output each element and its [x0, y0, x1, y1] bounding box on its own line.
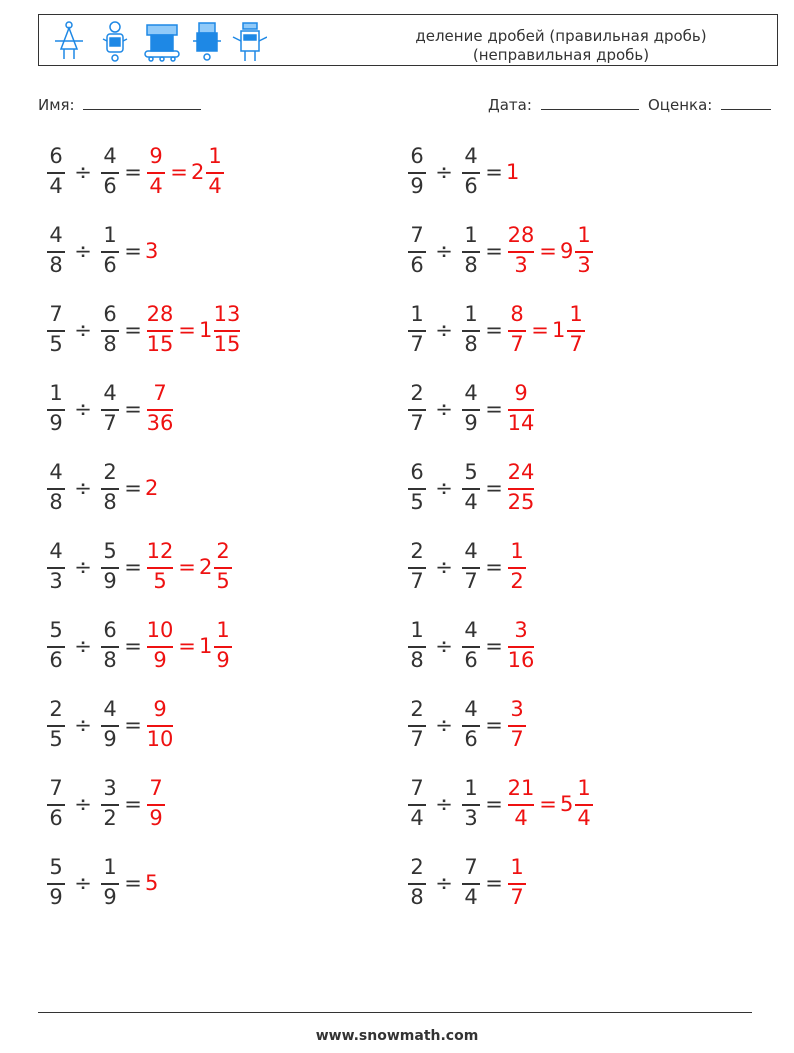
dividend-fraction — [406, 772, 428, 836]
dividend-fraction — [406, 219, 428, 283]
mixed-fraction — [204, 140, 226, 204]
divisor-fraction-denominator: 9 — [103, 727, 117, 751]
divisor-fraction-denominator: 9 — [103, 885, 117, 909]
problem — [406, 772, 746, 836]
dividend-fraction-denominator: 8 — [410, 648, 424, 672]
divide-sign: ÷ — [74, 476, 92, 500]
divisor-fraction-numerator: 3 — [103, 776, 117, 800]
grade-blank[interactable] — [721, 95, 771, 110]
divide-sign: ÷ — [74, 555, 92, 579]
divisor-fraction-denominator: 4 — [464, 885, 478, 909]
answer-fraction-numerator: 12 — [146, 539, 174, 563]
answer-equals-sign: = — [539, 239, 557, 263]
problem — [45, 851, 385, 915]
dividend-fraction-numerator: 5 — [49, 618, 63, 642]
answer-fraction-denominator: 3 — [514, 253, 528, 277]
answer-fraction-denominator: 36 — [146, 411, 174, 435]
problem — [45, 140, 385, 204]
answer-fraction-numerator: 1 — [510, 855, 524, 879]
answer-fraction — [145, 298, 175, 362]
answer-fraction-numerator: 1 — [510, 539, 524, 563]
answer-fraction-denominator: 7 — [510, 885, 524, 909]
answer-fraction — [506, 535, 528, 599]
answer-equals-sign: = — [531, 318, 549, 342]
divisor-fraction — [99, 772, 121, 836]
answer-fraction-numerator: 7 — [149, 776, 163, 800]
dividend-fraction-denominator: 7 — [410, 727, 424, 751]
problem — [45, 693, 385, 757]
divisor-fraction-denominator: 8 — [464, 332, 478, 356]
dividend-fraction — [45, 456, 67, 520]
equals-sign: = — [124, 555, 142, 579]
dividend-fraction-numerator: 7 — [410, 776, 424, 800]
problem — [406, 851, 746, 915]
dividend-fraction-numerator: 6 — [49, 144, 63, 168]
answer-whole: 1 — [506, 160, 520, 184]
divisor-fraction-denominator: 6 — [464, 648, 478, 672]
problem — [45, 614, 385, 678]
dividend-fraction-numerator: 7 — [49, 302, 63, 326]
mixed-fraction — [212, 614, 234, 678]
date-label: Дата: — [488, 96, 532, 114]
divisor-fraction-numerator: 1 — [103, 855, 117, 879]
dividend-fraction — [406, 693, 428, 757]
mixed-whole: 5 — [560, 792, 574, 816]
answer-whole: 2 — [145, 476, 159, 500]
equals-sign: = — [124, 871, 142, 895]
divisor-fraction-denominator: 3 — [464, 806, 478, 830]
dividend-fraction — [406, 851, 428, 915]
mixed-fraction-denominator: 4 — [577, 806, 591, 830]
problem — [45, 456, 385, 520]
divisor-fraction-numerator: 4 — [464, 144, 478, 168]
dividend-fraction — [45, 140, 67, 204]
answer-fraction-denominator: 7 — [510, 332, 524, 356]
equals-sign: = — [124, 476, 142, 500]
divisor-fraction — [99, 851, 121, 915]
divisor-fraction-denominator: 9 — [103, 569, 117, 593]
dividend-fraction — [45, 377, 67, 441]
dividend-fraction-numerator: 7 — [49, 776, 63, 800]
mixed-fraction-numerator: 1 — [577, 223, 591, 247]
dividend-fraction-denominator: 6 — [49, 648, 63, 672]
divide-sign: ÷ — [74, 713, 92, 737]
equals-sign: = — [485, 397, 503, 421]
divisor-fraction-numerator: 5 — [464, 460, 478, 484]
problem — [45, 219, 385, 283]
divisor-fraction-denominator: 6 — [103, 253, 117, 277]
dividend-fraction-denominator: 6 — [49, 806, 63, 830]
equals-sign: = — [485, 713, 503, 737]
date-field[interactable] — [488, 95, 639, 114]
mixed-fraction — [573, 219, 595, 283]
dividend-fraction-numerator: 2 — [410, 697, 424, 721]
footer-site: www.snowmath.com — [315, 1028, 479, 1044]
problem — [406, 535, 746, 599]
divide-sign: ÷ — [74, 239, 92, 263]
equals-sign: = — [485, 871, 503, 895]
divisor-fraction — [99, 298, 121, 362]
divisor-fraction-numerator: 4 — [103, 697, 117, 721]
divisor-fraction-denominator: 7 — [103, 411, 117, 435]
answer-fraction — [145, 614, 175, 678]
divide-sign: ÷ — [435, 160, 453, 184]
divisor-fraction-numerator: 1 — [464, 223, 478, 247]
dividend-fraction-numerator: 4 — [49, 460, 63, 484]
robot-icon — [103, 22, 127, 61]
answer-fraction — [506, 851, 528, 915]
divisor-fraction-denominator: 6 — [103, 174, 117, 198]
dividend-fraction-denominator: 5 — [49, 727, 63, 751]
divisor-fraction — [460, 140, 482, 204]
mixed-fraction-numerator: 1 — [208, 144, 222, 168]
dividend-fraction-numerator: 2 — [410, 539, 424, 563]
dividend-fraction — [406, 614, 428, 678]
divide-sign: ÷ — [74, 318, 92, 342]
dividend-fraction-denominator: 9 — [49, 411, 63, 435]
answer-equals-sign: = — [539, 792, 557, 816]
divisor-fraction-numerator: 6 — [103, 618, 117, 642]
divisor-fraction-denominator: 7 — [464, 569, 478, 593]
divisor-fraction — [99, 693, 121, 757]
answer-fraction-numerator: 28 — [507, 223, 535, 247]
name-label: Имя: — [38, 96, 75, 114]
dividend-fraction — [45, 614, 67, 678]
mixed-fraction-numerator: 1 — [216, 618, 230, 642]
answer-fraction — [506, 456, 536, 520]
dividend-fraction-numerator: 1 — [410, 302, 424, 326]
divisor-fraction-denominator: 6 — [464, 727, 478, 751]
robot-icon — [55, 22, 83, 59]
answer-fraction-denominator: 9 — [153, 648, 167, 672]
problem — [45, 377, 385, 441]
dividend-fraction-numerator: 2 — [49, 697, 63, 721]
divisor-fraction-numerator: 1 — [464, 776, 478, 800]
dividend-fraction-denominator: 4 — [410, 806, 424, 830]
title-line-2: (неправильная дробь) — [472, 46, 650, 64]
answer-fraction-numerator: 3 — [514, 618, 528, 642]
divide-sign: ÷ — [435, 634, 453, 658]
name-field[interactable] — [38, 95, 201, 114]
answer-fraction-denominator: 14 — [507, 411, 535, 435]
dividend-fraction — [45, 772, 67, 836]
dividend-fraction-numerator: 5 — [49, 855, 63, 879]
dividend-fraction-numerator: 4 — [49, 539, 63, 563]
mixed-fraction-denominator: 7 — [569, 332, 583, 356]
divisor-fraction — [460, 298, 482, 362]
dividend-fraction — [45, 693, 67, 757]
divide-sign: ÷ — [435, 792, 453, 816]
answer-fraction-denominator: 10 — [146, 727, 174, 751]
divisor-fraction — [460, 456, 482, 520]
equals-sign: = — [485, 476, 503, 500]
mixed-fraction-numerator: 13 — [213, 302, 241, 326]
equals-sign: = — [485, 634, 503, 658]
answer-fraction-numerator: 9 — [514, 381, 528, 405]
mixed-fraction-numerator: 1 — [577, 776, 591, 800]
divisor-fraction-numerator: 4 — [464, 539, 478, 563]
dividend-fraction-denominator: 7 — [410, 569, 424, 593]
equals-sign: = — [124, 713, 142, 737]
worksheet-title — [381, 27, 741, 65]
answer-fraction-numerator: 9 — [153, 697, 167, 721]
answer-fraction-denominator: 9 — [149, 806, 163, 830]
divisor-fraction — [99, 535, 121, 599]
dividend-fraction-denominator: 9 — [49, 885, 63, 909]
problem — [406, 298, 746, 362]
divisor-fraction-numerator: 1 — [464, 302, 478, 326]
answer-fraction-denominator: 16 — [507, 648, 535, 672]
divide-sign: ÷ — [435, 871, 453, 895]
dividend-fraction-numerator: 1 — [49, 381, 63, 405]
dividend-fraction-numerator: 2 — [410, 381, 424, 405]
problem — [406, 377, 746, 441]
divide-sign: ÷ — [74, 792, 92, 816]
divisor-fraction — [99, 219, 121, 283]
mixed-fraction-denominator: 4 — [208, 174, 222, 198]
dividend-fraction-denominator: 3 — [49, 569, 63, 593]
answer-fraction — [506, 772, 536, 836]
problem — [45, 772, 385, 836]
answer-fraction-numerator: 3 — [510, 697, 524, 721]
dividend-fraction-denominator: 5 — [410, 490, 424, 514]
divisor-fraction — [460, 535, 482, 599]
divisor-fraction — [99, 377, 121, 441]
worksheet-header — [38, 14, 778, 66]
divisor-fraction-denominator: 6 — [464, 174, 478, 198]
divide-sign: ÷ — [435, 397, 453, 421]
dividend-fraction-denominator: 6 — [410, 253, 424, 277]
dividend-fraction-denominator: 8 — [49, 253, 63, 277]
equals-sign: = — [485, 160, 503, 184]
divisor-fraction-denominator: 4 — [464, 490, 478, 514]
answer-fraction — [506, 614, 536, 678]
problem — [45, 535, 385, 599]
divide-sign: ÷ — [435, 239, 453, 263]
equals-sign: = — [124, 397, 142, 421]
divide-sign: ÷ — [435, 555, 453, 579]
answer-fraction — [506, 693, 528, 757]
equals-sign: = — [124, 634, 142, 658]
answer-fraction-denominator: 15 — [146, 332, 174, 356]
equals-sign: = — [485, 239, 503, 263]
dividend-fraction — [406, 377, 428, 441]
divide-sign: ÷ — [74, 634, 92, 658]
problem — [406, 219, 746, 283]
name-blank[interactable] — [83, 95, 201, 110]
dividend-fraction-numerator: 4 — [49, 223, 63, 247]
mixed-whole: 1 — [199, 634, 213, 658]
divisor-fraction-denominator: 2 — [103, 806, 117, 830]
answer-fraction-numerator: 21 — [507, 776, 535, 800]
divisor-fraction-denominator: 8 — [103, 490, 117, 514]
answer-fraction-denominator: 4 — [514, 806, 528, 830]
divisor-fraction-numerator: 1 — [103, 223, 117, 247]
equals-sign: = — [124, 239, 142, 263]
divide-sign: ÷ — [435, 713, 453, 737]
dividend-fraction — [45, 298, 67, 362]
mixed-fraction-denominator: 9 — [216, 648, 230, 672]
answer-whole: 5 — [145, 871, 159, 895]
answer-fraction-numerator: 28 — [146, 302, 174, 326]
dividend-fraction — [45, 851, 67, 915]
dividend-fraction-denominator: 4 — [49, 174, 63, 198]
answer-equals-sign: = — [170, 160, 188, 184]
equals-sign: = — [485, 318, 503, 342]
dividend-fraction — [45, 219, 67, 283]
answer-fraction-denominator: 2 — [510, 569, 524, 593]
answer-fraction — [145, 140, 167, 204]
robot-icon — [233, 23, 267, 61]
divisor-fraction — [460, 851, 482, 915]
mixed-whole: 1 — [199, 318, 213, 342]
equals-sign: = — [485, 555, 503, 579]
mixed-fraction-denominator: 3 — [577, 253, 591, 277]
dividend-fraction — [406, 535, 428, 599]
equals-sign: = — [124, 792, 142, 816]
divide-sign: ÷ — [74, 871, 92, 895]
problem — [406, 140, 746, 204]
answer-fraction-denominator: 5 — [153, 569, 167, 593]
mixed-whole: 2 — [199, 555, 213, 579]
equals-sign: = — [124, 318, 142, 342]
dividend-fraction-denominator: 7 — [410, 332, 424, 356]
dividend-fraction-numerator: 2 — [410, 855, 424, 879]
mixed-fraction-denominator: 5 — [216, 569, 230, 593]
divisor-fraction-numerator: 4 — [464, 618, 478, 642]
answer-fraction-denominator: 7 — [510, 727, 524, 751]
divide-sign: ÷ — [74, 160, 92, 184]
answer-fraction-numerator: 10 — [146, 618, 174, 642]
answer-fraction — [145, 535, 175, 599]
divisor-fraction — [460, 614, 482, 678]
date-blank[interactable] — [541, 95, 639, 110]
mixed-fraction-denominator: 15 — [213, 332, 241, 356]
mixed-fraction — [212, 535, 234, 599]
problem — [406, 693, 746, 757]
answer-fraction-numerator: 24 — [507, 460, 535, 484]
divisor-fraction-denominator: 9 — [464, 411, 478, 435]
problem — [406, 456, 746, 520]
divisor-fraction — [99, 614, 121, 678]
answer-fraction — [145, 772, 167, 836]
divisor-fraction — [99, 140, 121, 204]
dividend-fraction-numerator: 7 — [410, 223, 424, 247]
dividend-fraction-denominator: 8 — [49, 490, 63, 514]
dividend-fraction-denominator: 7 — [410, 411, 424, 435]
equals-sign: = — [485, 792, 503, 816]
dividend-fraction-numerator: 6 — [410, 144, 424, 168]
answer-fraction — [145, 693, 175, 757]
problem — [45, 298, 385, 362]
divisor-fraction-numerator: 7 — [464, 855, 478, 879]
answer-fraction-denominator: 4 — [149, 174, 163, 198]
dividend-fraction-numerator: 6 — [410, 460, 424, 484]
divide-sign: ÷ — [435, 476, 453, 500]
answer-fraction-denominator: 25 — [507, 490, 535, 514]
dividend-fraction-denominator: 5 — [49, 332, 63, 356]
dividend-fraction-numerator: 1 — [410, 618, 424, 642]
divisor-fraction — [460, 693, 482, 757]
answer-fraction — [145, 377, 175, 441]
divisor-fraction-numerator: 4 — [103, 381, 117, 405]
answer-whole: 3 — [145, 239, 159, 263]
divisor-fraction-numerator: 4 — [464, 697, 478, 721]
divisor-fraction-denominator: 8 — [103, 332, 117, 356]
robot-icons — [47, 19, 267, 63]
divisor-fraction-numerator: 6 — [103, 302, 117, 326]
mixed-whole: 9 — [560, 239, 574, 263]
divisor-fraction-numerator: 5 — [103, 539, 117, 563]
divide-sign: ÷ — [74, 397, 92, 421]
answer-equals-sign: = — [178, 634, 196, 658]
divisor-fraction-numerator: 4 — [464, 381, 478, 405]
answer-fraction — [506, 219, 536, 283]
mixed-fraction-numerator: 1 — [569, 302, 583, 326]
robot-icon — [193, 23, 221, 60]
mixed-fraction — [212, 298, 242, 362]
divisor-fraction — [460, 772, 482, 836]
title-line-1: деление дробей (правильная дробь) — [415, 27, 707, 45]
mixed-fraction-numerator: 2 — [216, 539, 230, 563]
answer-equals-sign: = — [178, 555, 196, 579]
grade-label: Оценка: — [648, 96, 713, 114]
dividend-fraction-denominator: 8 — [410, 885, 424, 909]
divisor-fraction-numerator: 4 — [103, 144, 117, 168]
mixed-fraction — [573, 772, 595, 836]
divisor-fraction-denominator: 8 — [103, 648, 117, 672]
mixed-whole: 1 — [552, 318, 566, 342]
equals-sign: = — [124, 160, 142, 184]
problem — [406, 614, 746, 678]
answer-fraction-numerator: 9 — [149, 144, 163, 168]
robot-icon — [145, 25, 179, 61]
grade-field[interactable] — [648, 95, 771, 114]
answer-fraction — [506, 377, 536, 441]
answer-fraction-numerator: 8 — [510, 302, 524, 326]
divisor-fraction — [460, 377, 482, 441]
dividend-fraction-denominator: 9 — [410, 174, 424, 198]
footer-divider — [38, 1012, 752, 1013]
dividend-fraction — [406, 456, 428, 520]
answer-equals-sign: = — [178, 318, 196, 342]
mixed-whole: 2 — [191, 160, 205, 184]
divisor-fraction-numerator: 2 — [103, 460, 117, 484]
divisor-fraction — [99, 456, 121, 520]
answer-fraction — [506, 298, 528, 362]
divisor-fraction-denominator: 8 — [464, 253, 478, 277]
dividend-fraction — [406, 298, 428, 362]
mixed-fraction — [565, 298, 587, 362]
answer-fraction-numerator: 7 — [153, 381, 167, 405]
divisor-fraction — [460, 219, 482, 283]
divide-sign: ÷ — [435, 318, 453, 342]
dividend-fraction — [406, 140, 428, 204]
dividend-fraction — [45, 535, 67, 599]
